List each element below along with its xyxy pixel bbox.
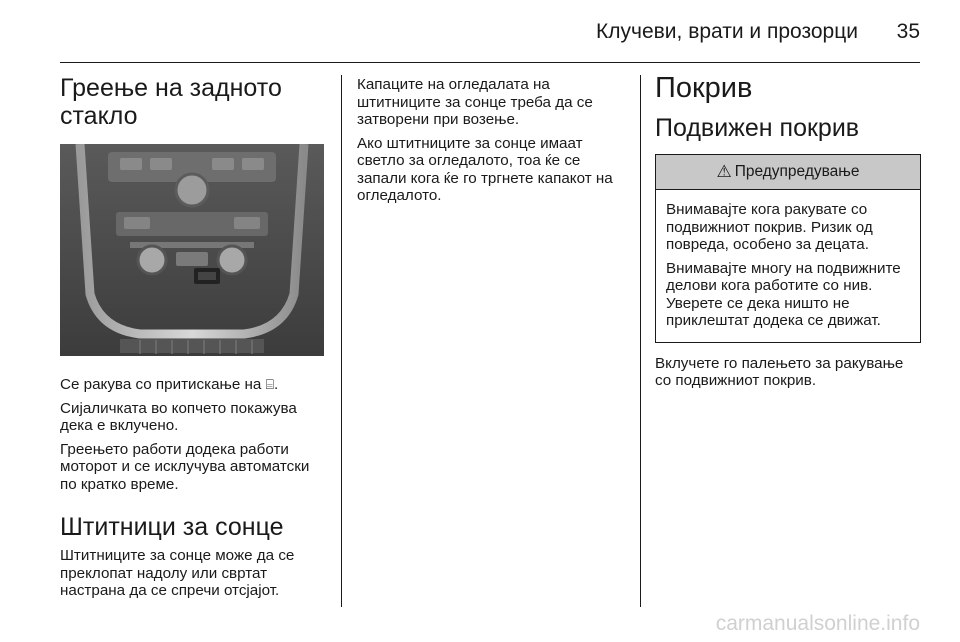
- paragraph: Вклучете го палењето за ракување со подвижниот покрив.: [655, 354, 904, 389]
- column-right: [655, 74, 921, 396]
- warning-title: Предупредување: [734, 163, 860, 180]
- dashboard-illustration: [60, 144, 324, 356]
- watermark: carmanualsonline.info: [715, 612, 920, 635]
- warning-body: [656, 190, 920, 342]
- column-divider: [341, 75, 342, 607]
- paragraph-text: Се ракува со притискање на: [60, 376, 266, 393]
- paragraph: Ако штитниците за сонце имаат светло за огледалото, тоа ќе се запали кога ќе го тргнете капакот на огледалото.: [357, 134, 613, 204]
- paragraph: Капаците на огледалата на штитниците за сонце треба да се затворени при возење.: [357, 76, 593, 128]
- paragraph: Внимавајте многу на подвижните делови кога работите со нив. Уверете се дека ништо не приклештат додека се движат.: [666, 259, 901, 329]
- paragraph: Штитниците за сонце може да се преклопат надолу или свртат настрана да се спречи отсјајот.: [60, 547, 295, 599]
- column-divider: [640, 75, 641, 607]
- subsection-heading: Подвижен покрив: [655, 114, 860, 142]
- warning-header: [656, 155, 920, 190]
- dashboard-photo: [60, 144, 324, 356]
- section-heading: Греење на задното стакло: [60, 74, 282, 130]
- paragraph-end: .: [274, 376, 279, 393]
- paragraph: Сијаличката во копчето покажува дека е вклучено.: [60, 399, 297, 434]
- section-heading: Покрив: [655, 72, 753, 104]
- paragraph: Внимавајте кога ракувате со подвижниот покрив. Ризик од повреда, особено за децата.: [666, 201, 873, 253]
- section-heading: Штитници за сонце: [60, 513, 284, 541]
- warning-box: [655, 154, 921, 343]
- header-rule: [60, 62, 920, 63]
- header-title: Клучеви, врати и прозорци: [596, 20, 858, 43]
- column-middle: [357, 76, 625, 211]
- column-left: [60, 74, 326, 606]
- rear-window-heater-icon: ⌸: [265, 376, 275, 392]
- paragraph: [60, 376, 326, 394]
- paragraph: Греењето работи додека работи моторот и се исклучува автоматски по кратко време.: [60, 440, 310, 493]
- warning-triangle-icon: ⚠: [716, 162, 732, 181]
- page-number: 35: [896, 20, 920, 43]
